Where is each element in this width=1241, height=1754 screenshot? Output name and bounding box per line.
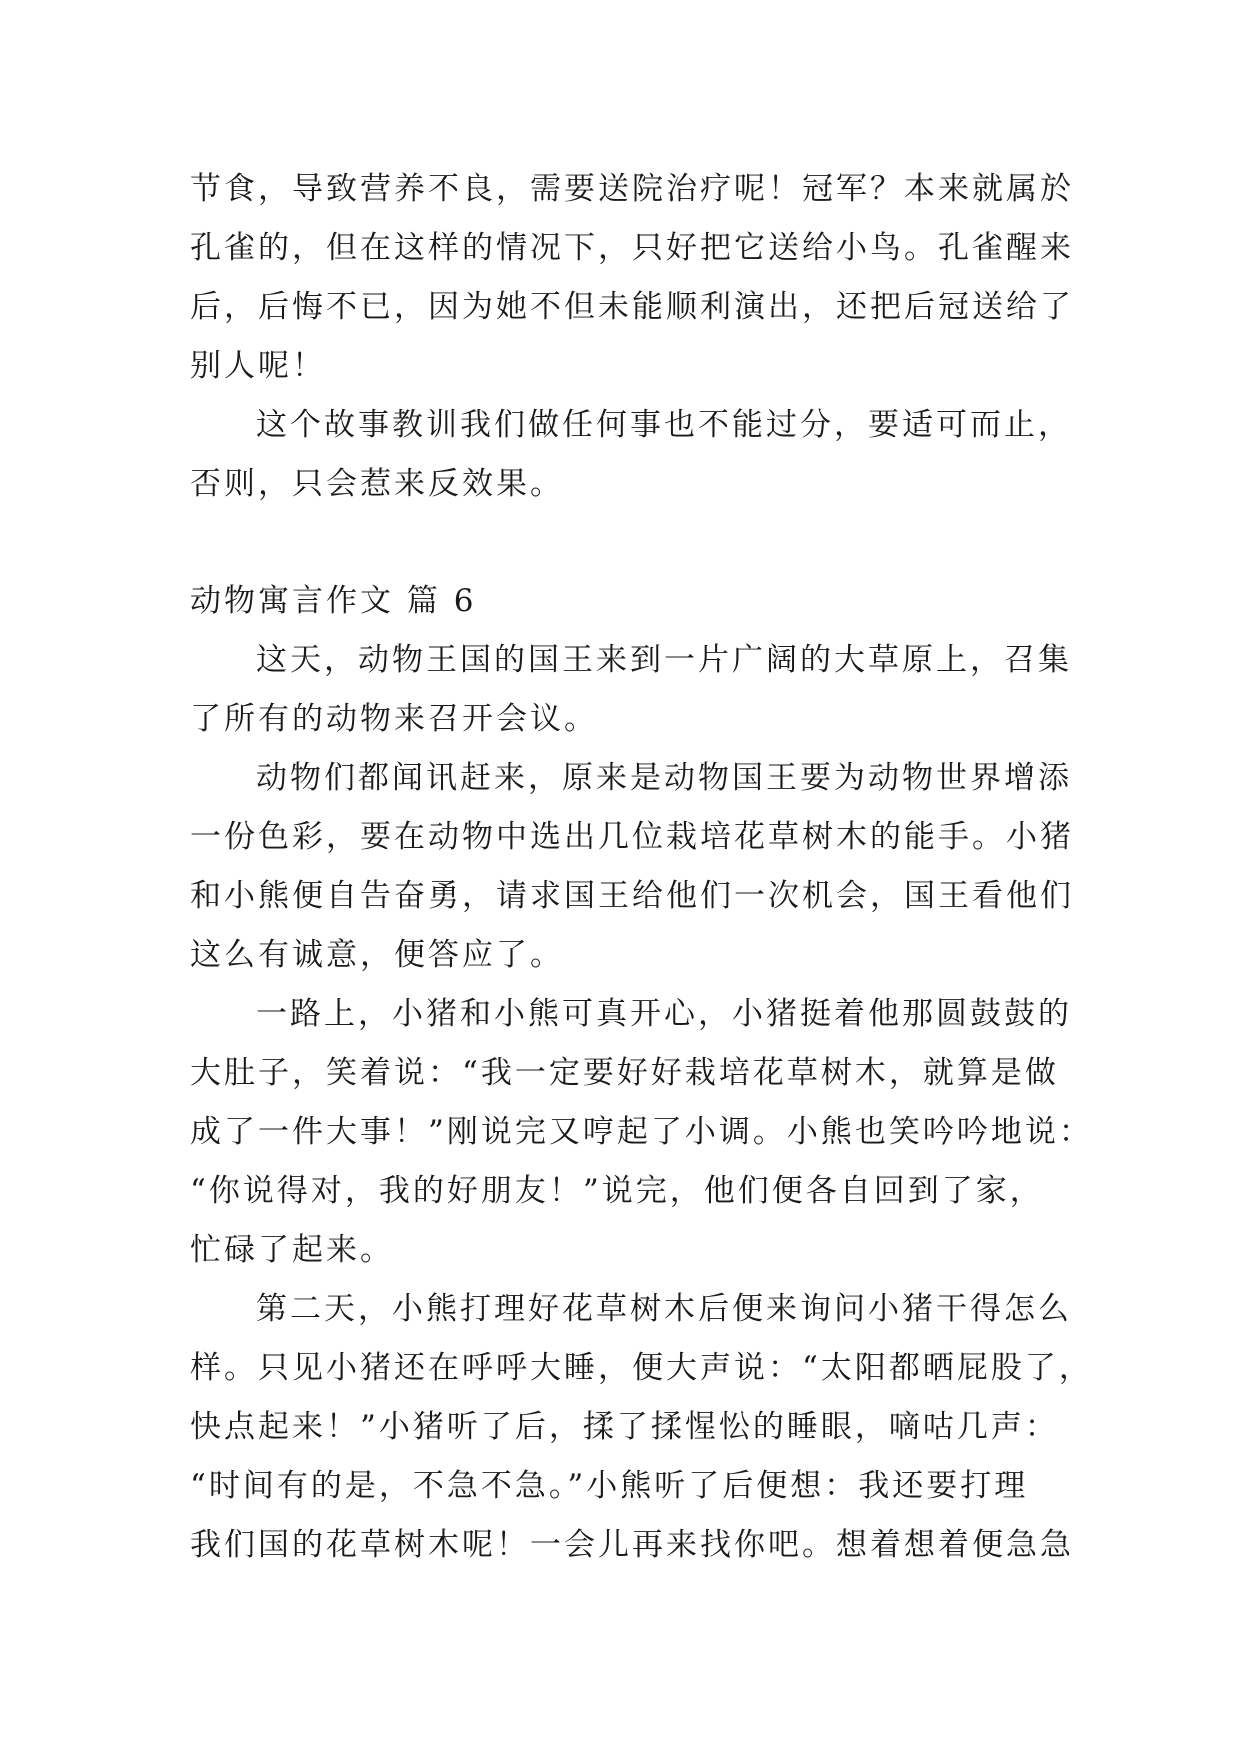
text-line: 这么有诚意，便答应了。 bbox=[190, 937, 564, 973]
continued-paragraph bbox=[190, 160, 1074, 396]
document-body bbox=[190, 160, 1093, 1575]
text-line: 和小熊便自告奋勇，请求国王给他们一次机会，国王看他们 bbox=[190, 878, 1074, 914]
moral-paragraph bbox=[190, 396, 1070, 514]
text-line: 后，后悔不已，因为她不但未能顺利演出，还把后冠送给了 bbox=[190, 289, 1074, 325]
text-line: 否则，只会惹来反效果。 bbox=[190, 466, 564, 502]
text-line: 第二天，小熊打理好花草树木后便来询问小猪干得怎么 bbox=[256, 1291, 1072, 1327]
paragraph-1 bbox=[190, 631, 1070, 749]
text-line: 忙碌了起来。 bbox=[190, 1232, 394, 1268]
section-heading: 动物寓言作文 篇 6 bbox=[190, 583, 477, 619]
text-line: 样。只见小猪还在呼呼大睡，便大声说：“太阳都晒屁股了， bbox=[190, 1350, 1093, 1386]
text-line: 一路上，小猪和小熊可真开心，小猪挺着他那圆鼓鼓的 bbox=[256, 996, 1072, 1032]
section-spacer bbox=[190, 514, 1070, 572]
text-line: “时间有的是，不急不急。”小熊听了后便想：我还要打理 bbox=[190, 1468, 1029, 1504]
text-line: 孔雀的，但在这样的情况下，只好把它送给小鸟。孔雀醒来 bbox=[190, 230, 1074, 266]
text-line: 这个故事教训我们做任何事也不能过分，要适可而止， bbox=[256, 407, 1072, 443]
text-line: 快点起来！”小猪听了后，揉了揉惺忪的睡眼，嘀咕几声： bbox=[190, 1409, 1059, 1445]
paragraph-3 bbox=[190, 985, 1093, 1280]
text-line: 节食，导致营养不良，需要送院治疗呢！冠军？本来就属於 bbox=[190, 171, 1074, 207]
text-line: 了所有的动物来召开会议。 bbox=[190, 701, 598, 737]
paragraph-4 bbox=[190, 1280, 1093, 1575]
text-line: 别人呢！ bbox=[190, 348, 326, 384]
text-line: 大肚子，笑着说：“我一定要好好栽培花草树木，就算是做 bbox=[190, 1055, 1059, 1091]
text-line: “你说得对，我的好朋友！”说完，他们便各自回到了家， bbox=[190, 1173, 1044, 1209]
paragraph-2 bbox=[190, 749, 1074, 985]
text-line: 动物们都闻讯赶来，原来是动物国王要为动物世界增添 bbox=[256, 760, 1072, 796]
text-line: 一份色彩，要在动物中选出几位栽培花草树木的能手。小猪 bbox=[190, 819, 1074, 855]
text-line: 成了一件大事！”刚说完又哼起了小调。小熊也笑吟吟地说： bbox=[190, 1114, 1093, 1150]
text-line: 这天，动物王国的国王来到一片广阔的大草原上，召集 bbox=[256, 642, 1072, 678]
text-line: 我们国的花草树木呢！一会儿再来找你吧。想着想着便急急 bbox=[190, 1527, 1074, 1563]
